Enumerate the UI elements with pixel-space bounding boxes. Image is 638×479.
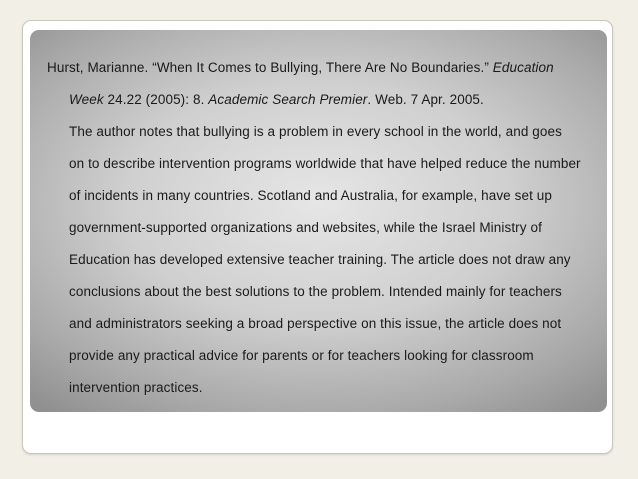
summary-line-5: Education has developed extensive teacher training. The article does not draw any xyxy=(69,252,571,267)
citation-line-1 xyxy=(47,52,603,84)
citation-line-2 xyxy=(47,84,603,116)
summary-line-9: intervention practices. xyxy=(69,380,203,395)
citation-author-title: Hurst, Marianne. “When It Comes to Bullying, There Are No Boundaries.” xyxy=(47,60,493,75)
summary-line-3: of incidents in many countries. Scotland and Australia, for example, have set up xyxy=(69,188,553,203)
citation-volume-pages: 24.22 (2005): 8. xyxy=(103,92,209,107)
summary-line-4: government-supported organizations and websites, while the Israel Ministry of xyxy=(69,220,542,235)
citation-database: Academic Search Premier xyxy=(208,92,368,107)
summary-line-1: The author notes that bullying is a problem in every school in the world, and goes xyxy=(69,124,562,139)
summary-line-7: and administrators seeking a broad perspective on this issue, the article does not xyxy=(69,316,562,331)
summary-line-8: provide any practical advice for parents or for teachers looking for classroom xyxy=(69,348,534,363)
citation-journal-part1: Education xyxy=(492,60,554,75)
summary-line-6: conclusions about the best solutions to the problem. Intended mainly for teachers xyxy=(69,284,562,299)
annotated-citation xyxy=(47,52,603,404)
summary-line-2: on to describe intervention programs worldwide that have helped reduce the number xyxy=(69,156,581,171)
citation-journal-part2: Week xyxy=(69,92,104,107)
citation-access-info: . Web. 7 Apr. 2005. xyxy=(367,92,484,107)
